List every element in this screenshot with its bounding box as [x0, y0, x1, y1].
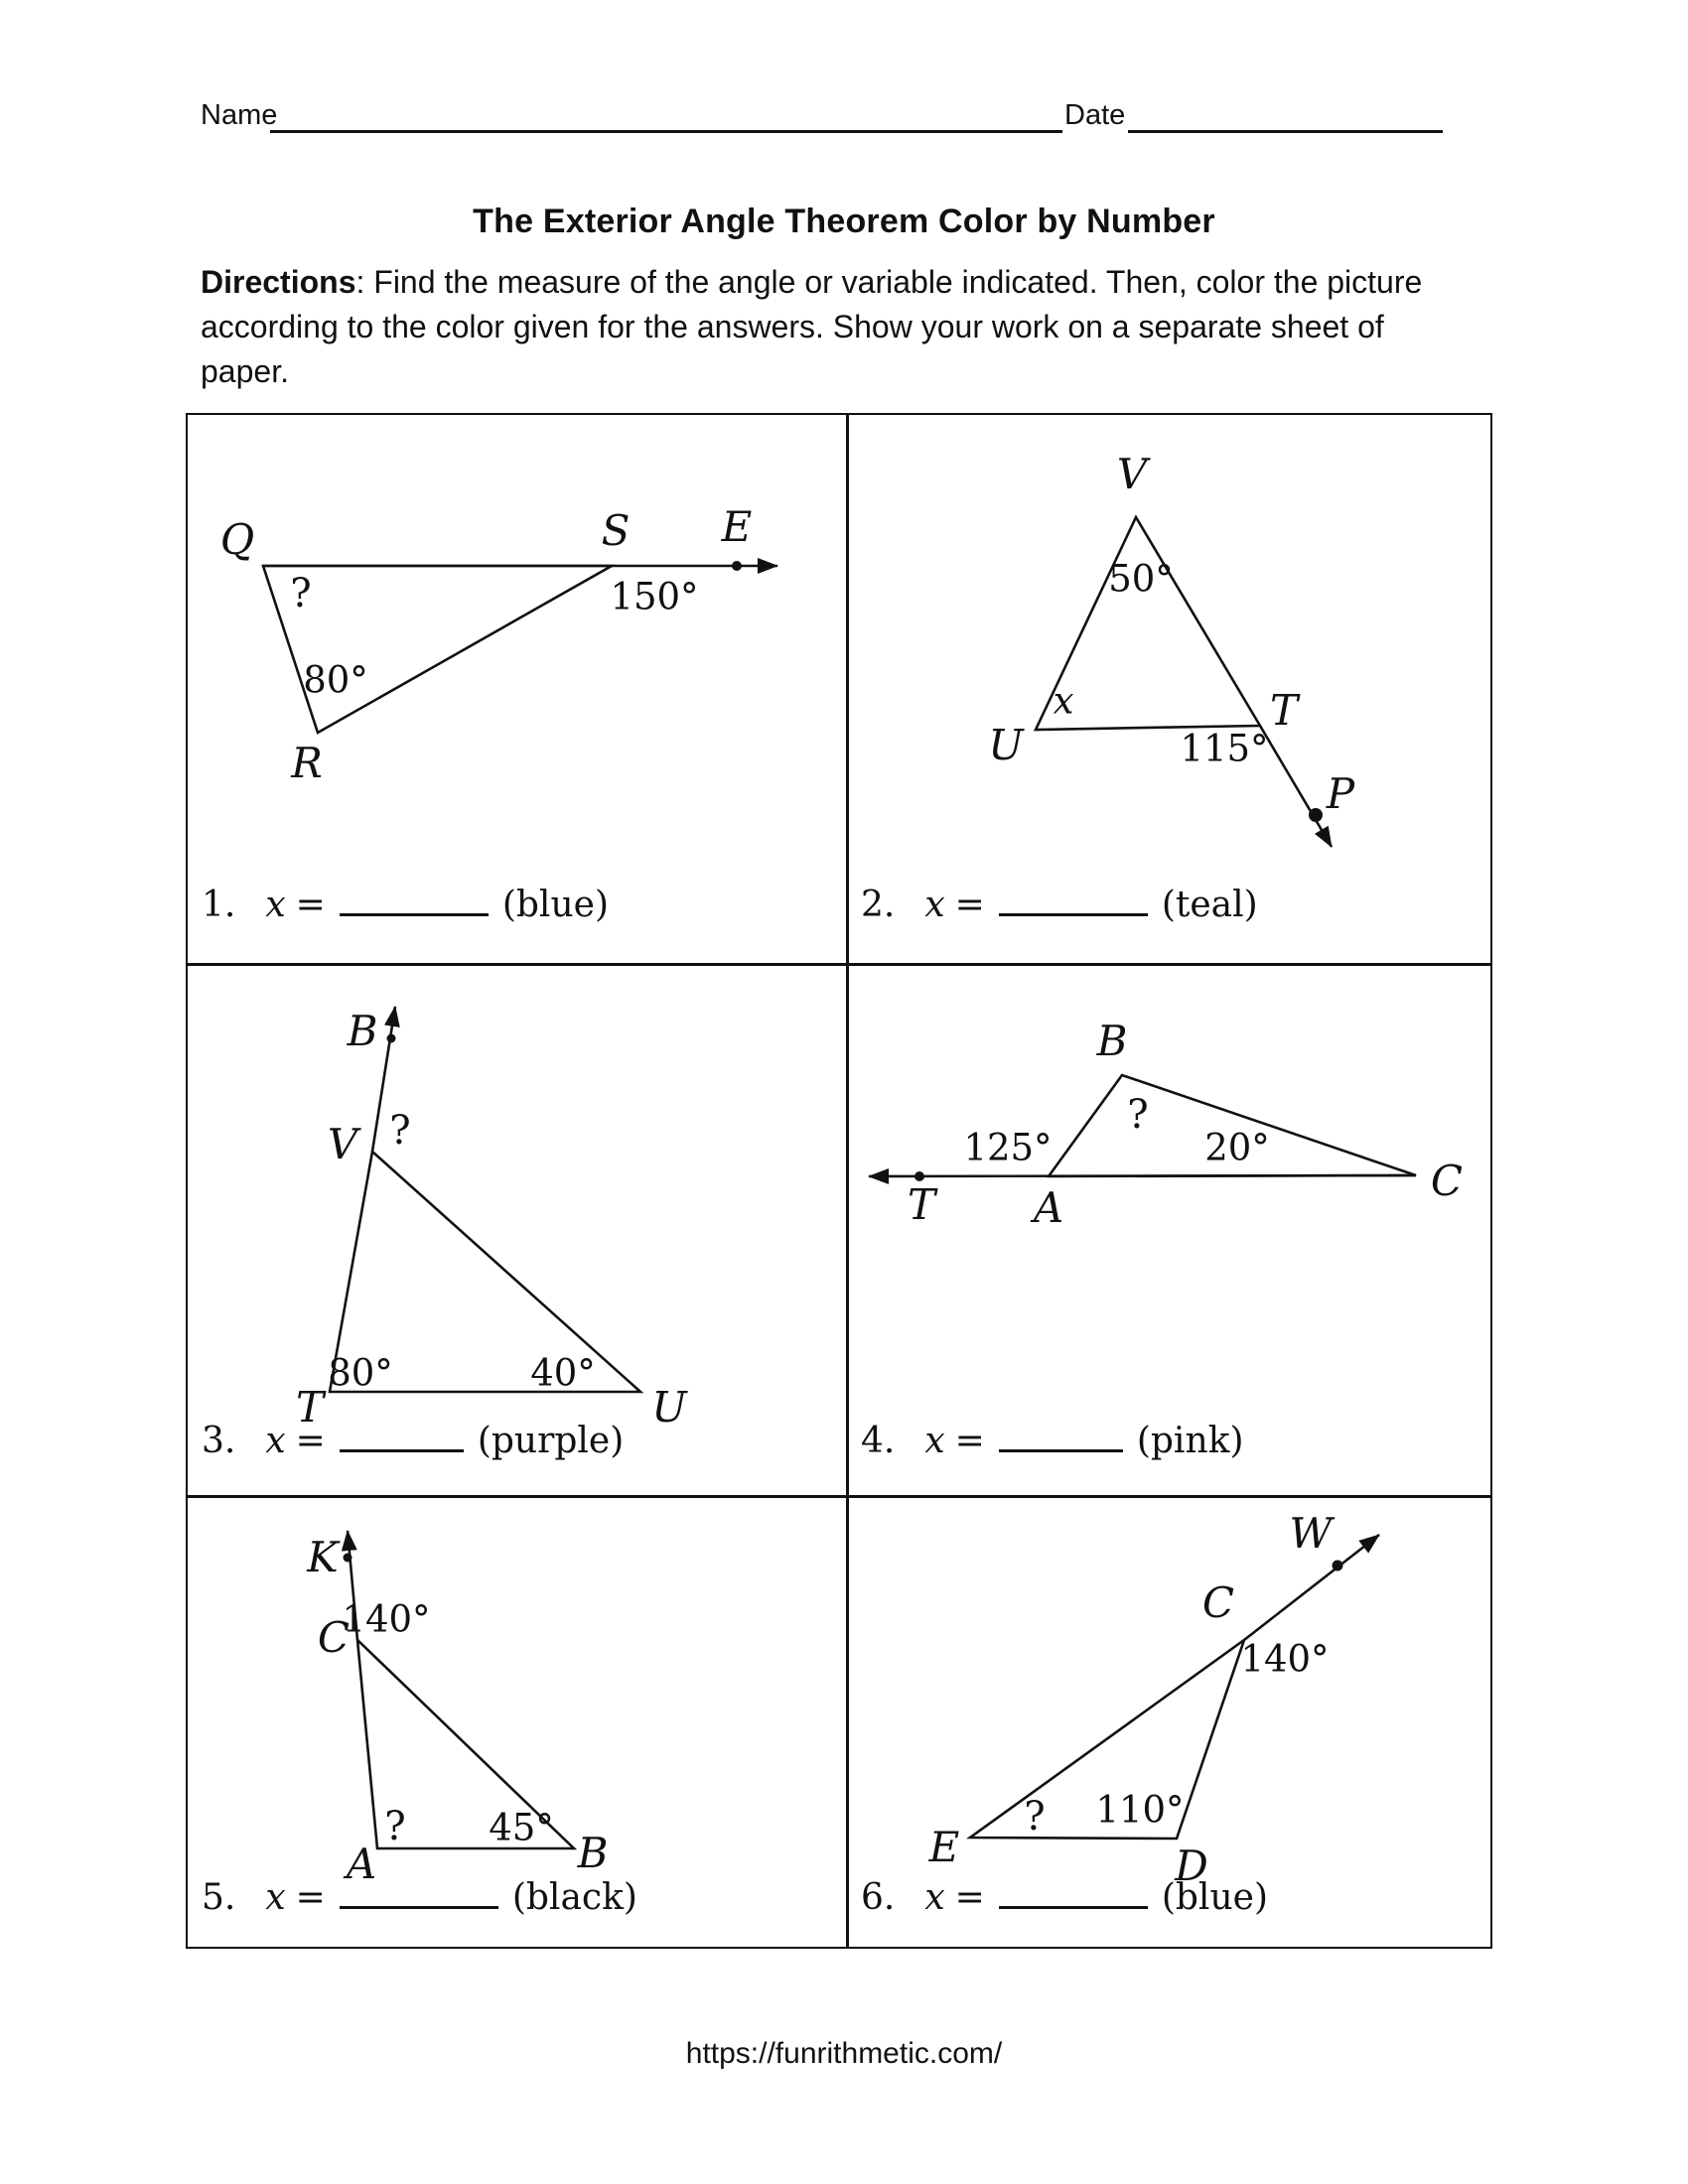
date-underline	[1128, 128, 1443, 133]
vertex-label-B: B	[577, 1829, 609, 1877]
problem-2-diagram	[847, 413, 1492, 965]
problem-number: 6.	[861, 1877, 896, 1918]
equals-sign: =	[954, 1877, 985, 1918]
vertex-label-U: U	[988, 721, 1024, 769]
angle-label-V-exterior: ?	[389, 1108, 411, 1154]
problem-6-cell	[847, 1497, 1492, 1949]
answer-line-1	[202, 885, 609, 925]
date-label: Date	[1064, 99, 1126, 131]
page-title: The Exterior Angle Theorem Color by Number	[473, 203, 1215, 240]
point-P-dot	[1309, 808, 1323, 822]
directions-line-1	[201, 260, 1481, 305]
point-K-dot	[344, 1554, 352, 1563]
angle-label-B: ?	[1127, 1092, 1149, 1138]
answer-variable: x	[265, 1877, 286, 1918]
name-label: Name	[201, 99, 278, 131]
color-label: (pink)	[1136, 1421, 1244, 1461]
name-underline	[270, 128, 1062, 133]
vertex-label-A: A	[1033, 1183, 1064, 1232]
angle-label-Q: ?	[290, 571, 312, 616]
vertex-label-T: T	[1269, 686, 1299, 735]
vertex-label-T: T	[295, 1383, 325, 1432]
directions-line-1-text: : Find the measure of the angle or variable indicated. Then, color the picture	[355, 264, 1423, 300]
answer-line-4	[861, 1421, 1244, 1461]
angle-label-C-exterior: 140°	[1240, 1637, 1330, 1681]
vertex-label-C: C	[1201, 1578, 1235, 1627]
angle-label-U-x: x	[1053, 679, 1074, 723]
color-label: (blue)	[1161, 1877, 1268, 1918]
equals-sign: =	[295, 885, 326, 925]
problem-4-cell	[847, 965, 1492, 1497]
vertex-label-C: C	[1430, 1157, 1464, 1205]
problem-2-cell	[847, 413, 1492, 965]
problem-1-diagram	[186, 413, 847, 965]
equals-sign: =	[954, 1421, 985, 1461]
angle-label-D: 110°	[1095, 1788, 1185, 1832]
answer-blank	[340, 1904, 498, 1909]
answer-blank	[340, 911, 489, 916]
angle-label-E: ?	[1024, 1794, 1046, 1840]
color-label: (black)	[511, 1877, 637, 1918]
point-B-dot	[387, 1034, 396, 1043]
angle-label-U: 40°	[530, 1351, 596, 1395]
vertex-label-E: E	[721, 502, 753, 551]
angle-label-A: ?	[384, 1804, 406, 1849]
angle-label-T-exterior: 115°	[1180, 727, 1269, 770]
angle-label-S-exterior: 150°	[610, 575, 699, 618]
angle-label-T: 80°	[328, 1351, 393, 1395]
answer-line-3	[202, 1421, 624, 1461]
color-label: (purple)	[477, 1421, 625, 1461]
vertex-label-T: T	[907, 1180, 936, 1229]
color-label: (teal)	[1161, 885, 1258, 925]
vertex-label-U: U	[651, 1383, 687, 1432]
equals-sign: =	[295, 1421, 326, 1461]
problem-number: 1.	[202, 885, 236, 925]
angle-label-R: 80°	[303, 658, 368, 702]
angle-label-C: 20°	[1204, 1126, 1270, 1169]
vertex-label-S: S	[601, 506, 631, 555]
vertex-label-D: D	[1175, 1842, 1208, 1890]
problem-1-cell	[186, 413, 847, 965]
problem-number: 3.	[202, 1421, 236, 1461]
footer-url: https://funrithmetic.com/	[685, 2037, 1003, 2070]
answer-variable: x	[265, 1421, 286, 1461]
answer-variable: x	[924, 885, 945, 925]
vertex-label-E: E	[928, 1823, 960, 1871]
answer-blank	[999, 911, 1148, 916]
answer-variable: x	[265, 885, 286, 925]
problem-4-diagram	[847, 965, 1492, 1497]
problem-number: 4.	[861, 1421, 896, 1461]
answer-variable: x	[924, 1877, 945, 1918]
vertex-label-Q: Q	[219, 515, 255, 564]
answer-line-5	[202, 1877, 637, 1918]
answer-blank	[999, 1447, 1123, 1452]
answer-blank	[999, 1904, 1148, 1909]
angle-label-C-exterior: 140°	[342, 1597, 431, 1641]
vertex-label-C: C	[317, 1613, 351, 1662]
problem-3-cell	[186, 965, 847, 1497]
directions-line-3: paper.	[201, 353, 289, 389]
directions-line-2: according to the color given for the answers. Show your work on a separate sheet of	[201, 309, 1384, 344]
vertex-label-V: V	[327, 1120, 358, 1168]
vertex-label-A: A	[346, 1840, 377, 1888]
vertex-label-B: B	[347, 1007, 378, 1055]
equals-sign: =	[954, 885, 985, 925]
problem-3-diagram	[186, 965, 847, 1497]
directions-text	[201, 260, 1481, 394]
vertex-label-R: R	[291, 739, 323, 787]
answer-line-2	[861, 885, 1258, 925]
angle-label-B: 45°	[489, 1806, 554, 1849]
vertex-label-V: V	[1116, 450, 1148, 498]
equals-sign: =	[295, 1877, 326, 1918]
problem-5-cell	[186, 1497, 847, 1949]
vertex-label-K: K	[307, 1533, 339, 1581]
vertex-label-B: B	[1096, 1017, 1128, 1065]
point-W-dot	[1333, 1561, 1343, 1571]
problem-number: 2.	[861, 885, 896, 925]
vertex-label-P: P	[1326, 769, 1355, 818]
answer-line-6	[861, 1877, 1268, 1918]
answer-blank	[340, 1447, 464, 1452]
directions-label: Directions	[201, 264, 356, 300]
color-label: (blue)	[501, 885, 609, 925]
triangle-QRS	[263, 566, 612, 733]
angle-label-V: 50°	[1108, 557, 1174, 601]
point-E-dot	[732, 561, 742, 571]
ray-TP	[1260, 726, 1332, 847]
angle-label-A-exterior: 125°	[963, 1126, 1053, 1169]
problem-number: 5.	[202, 1877, 236, 1918]
answer-variable: x	[924, 1421, 945, 1461]
vertex-label-W: W	[1289, 1509, 1333, 1558]
